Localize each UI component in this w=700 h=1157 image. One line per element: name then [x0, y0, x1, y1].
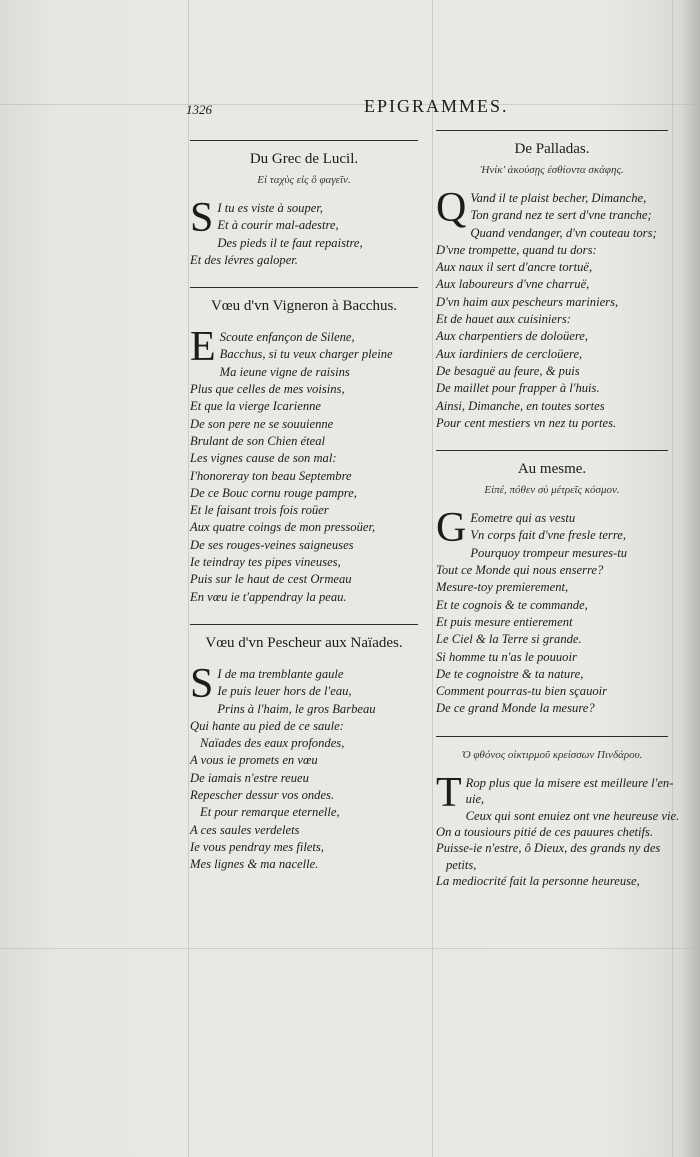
verse-line: Et puis mesure entierement [436, 614, 573, 629]
verse-line: Mes lignes & ma nacelle. [190, 857, 319, 872]
poem-block [190, 624, 418, 874]
poem-block [436, 130, 668, 432]
verse-line: Eometre qui as vestu [470, 511, 576, 526]
verse-line: Ainsi, Dimanche, en toutes sortes [436, 398, 605, 413]
verse-line: Si homme tu n'as le pouuoir [436, 649, 577, 664]
verse-line: Ceux qui sont enuiez ont vne heureuse vie. [465, 808, 680, 823]
verse-line: Puisse-ie n'estre, ô Dieux, des grands ny des [436, 841, 661, 856]
verse-line: Aux laboureurs d'vne charruë, [436, 277, 590, 292]
poem-text [190, 324, 418, 606]
section-rule [190, 287, 418, 288]
verse-line: De maillet pour frapper à l'huis. [436, 381, 600, 396]
verse-line: I'honoreray ton beau Septembre [190, 468, 352, 483]
verse-line: Aux charpentiers de doloüere, [436, 329, 589, 344]
fold-line [188, 0, 189, 1157]
verse-line: Qui hante au pied de ce saule: [190, 718, 344, 733]
verse-line: Et des lévres galoper. [190, 252, 298, 267]
running-title: EPIGRAMMES. [364, 96, 509, 116]
verse-line: Ma ieune vigne de raisins [219, 364, 350, 379]
verse-line: On a tousiours pitié de ces pauures chetifs. [436, 824, 654, 839]
verse-line: Vand il te plaist becher, Dimanche, [470, 191, 647, 205]
verse-line: I de ma tremblante gaule [217, 666, 344, 681]
drop-cap: Q [436, 185, 467, 231]
poem-title: Vœu d'vn Pescheur aux Naïades. [205, 634, 403, 651]
greek-epigraph: Εἰπέ, πόθεν σὺ μέτρεῖς κόσμον. [484, 484, 620, 497]
poem-text [436, 769, 680, 890]
verse-line: De ce grand Monde la mesure? [436, 701, 595, 716]
poem-block [190, 287, 418, 606]
verse-line: De son pere ne se souuienne [190, 416, 334, 431]
poem-text [190, 195, 418, 269]
verse-line: Quand vendanger, d'vn couteau tors; [470, 225, 657, 240]
verse-line: Les vignes cause de son mal: [190, 451, 337, 466]
section-rule [436, 450, 668, 451]
verse-line: De te cognoistre & ta nature, [436, 666, 584, 681]
drop-cap: S [190, 195, 214, 241]
verse-line: Brulant de son Chien éteal [190, 433, 326, 448]
verse-line: Et pour remarque eternelle, [200, 805, 340, 820]
drop-cap: T [436, 769, 462, 816]
verse-line: A ces saules verdelets [190, 822, 300, 837]
greek-epigraph: Ὁ φθόνος οἰκτιρμοῦ κρείσσων Πινδάρου. [461, 748, 643, 761]
section-rule [190, 624, 418, 625]
verse-line: Et à courir mal-adestre, [217, 218, 339, 233]
verse-line: A vous ie promets en vœu [190, 753, 318, 768]
page-header [184, 96, 680, 122]
poem-text [190, 660, 418, 874]
verse-line: La mediocrité fait la personne heureuse, [436, 874, 640, 889]
verse-line: Vn corps fait d'vne fresle terre, [470, 528, 626, 543]
verse-line: Rop plus que la misere est meilleure l'en- [465, 775, 674, 790]
verse-line: uie, [465, 792, 485, 807]
section-rule [436, 130, 668, 131]
verse-line: D'vne trompette, quand tu dors: [436, 242, 597, 257]
verse-line: Ie vous pendray mes filets, [190, 839, 324, 854]
verse-line: Mesure-toy premierement, [436, 580, 569, 595]
drop-cap: E [190, 324, 216, 371]
poem-title: Du Grec de Lucil. [249, 151, 359, 167]
page-number: 1326 [186, 102, 212, 117]
verse-line: Ton grand nez te sert d'vne tranche; [470, 208, 652, 223]
verse-line: Des pieds il te faut repaistre, [217, 235, 363, 250]
verse-line: Puis sur le haut de cest Ormeau [190, 572, 352, 587]
poem-title: De Palladas. [514, 141, 590, 157]
greek-epigraph: Εἰ ταχὺς εἰς ὃ φαγεῖν. [257, 174, 351, 186]
verse-line: En vœu ie t'appendray la peau. [190, 589, 347, 604]
verse-line: Pourquoy trompeur mesures-tu [470, 545, 628, 560]
verse-line: Et que la vierge Icarienne [190, 399, 322, 414]
right-column [436, 130, 680, 890]
verse-line: Aux naux il sert d'ancre tortuë, [436, 260, 593, 275]
verse-line: Plus que celles de mes voisins, [190, 382, 345, 397]
poem-block [436, 450, 668, 718]
verse-line: De besaguë au feure, & puis [436, 363, 580, 378]
verse-line: Et de hauet aux cuisiniers: [436, 312, 572, 327]
poem-title: Vœu d'vn Vigneron à Bacchus. [210, 298, 398, 315]
drop-cap: S [190, 660, 214, 707]
verse-line: D'vn haim aux pescheurs mariniers, [436, 294, 619, 309]
drop-cap: G [436, 505, 467, 552]
section-rule [436, 736, 668, 737]
verse-line: Repescher dessur vos ondes. [190, 788, 335, 803]
verse-line: De ses rouges-veines saigneuses [190, 537, 354, 552]
verse-line: Le Ciel & la Terre si grande. [436, 632, 582, 647]
verse-line: Ie puis leuer hors de l'eau, [217, 684, 352, 699]
verse-line: Pour cent mestiers vn nez tu portes. [436, 415, 617, 430]
verse-line: Naïades des eaux profondes, [200, 736, 345, 751]
verse-line: petits, [446, 857, 477, 872]
verse-line: Scoute enfançon de Silene, [219, 330, 355, 345]
verse-line: I tu es viste à souper, [217, 201, 323, 215]
poem-block [190, 140, 418, 269]
poem-title: Au mesme. [517, 461, 587, 478]
verse-line: Aux iardiniers de cercloüere, [436, 346, 583, 361]
poem-text [436, 505, 668, 718]
poem-text [436, 185, 668, 432]
verse-line: De ce Bouc cornu rouge pampre, [190, 485, 357, 500]
fold-line [0, 948, 700, 949]
fold-line [672, 0, 673, 1157]
verse-line: Ie teindray tes pipes vineuses, [190, 555, 341, 570]
verse-line: De iamais n'estre reueu [190, 770, 309, 785]
verse-line: Prins à l'haim, le gros Barbeau [217, 701, 376, 716]
section-rule [190, 140, 418, 141]
greek-epigraph: Ἡνίκ' ἀκούσῃς ἐσθίοντα σκάφης. [480, 164, 624, 176]
verse-line: Tout ce Monde qui nous enserre? [436, 563, 604, 578]
verse-line: Et le faisant trois fois roüer [190, 503, 329, 518]
left-column [190, 140, 418, 874]
verse-line: Et te cognois & te commande, [436, 597, 588, 612]
verse-line: Aux quatre coings de mon pressoüer, [190, 520, 376, 535]
verse-line: Bacchus, si tu veux charger pleine [219, 347, 393, 362]
fold-line [432, 0, 433, 1157]
poem-block [436, 736, 680, 890]
verse-line: Comment pourras-tu bien sçauoir [436, 684, 608, 699]
